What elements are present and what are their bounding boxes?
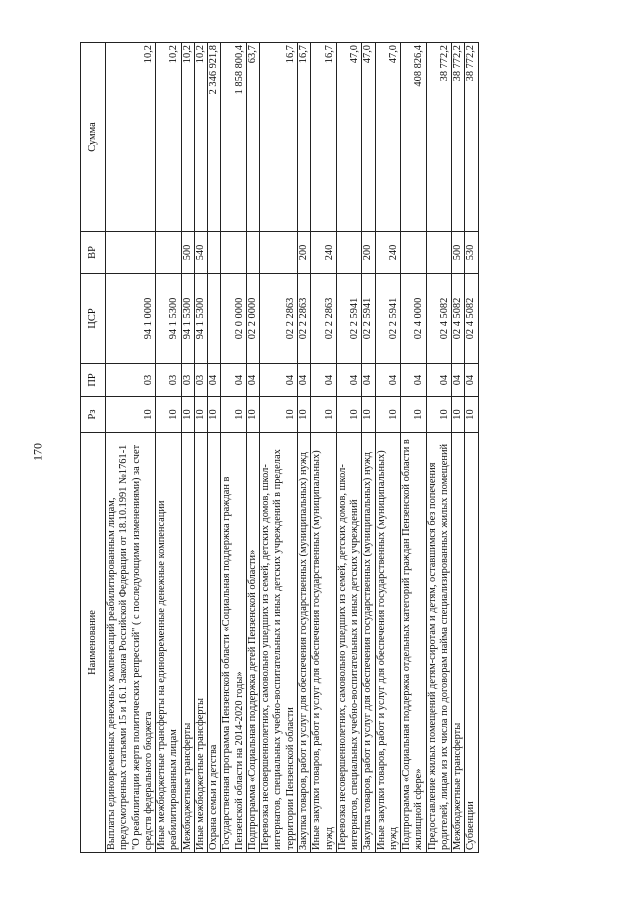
cell-rz: 10 — [375, 397, 401, 433]
table-row — [426, 43, 452, 853]
cell-sum: 47,0 — [362, 43, 375, 232]
cell-pr: 04 — [221, 364, 247, 397]
cell-csr — [208, 274, 221, 364]
cell-rz: 10 — [336, 397, 362, 433]
cell-rz: 10 — [106, 397, 156, 433]
cell-pr: 04 — [401, 364, 427, 397]
cell-sum: 408 826,4 — [401, 43, 427, 232]
cell-pr: 04 — [465, 364, 478, 397]
cell-name: Перевозка несовершеннолетних, самовольно ушедших из семей, детских домов, школ-интернатов, специальных учебно-воспитательных и иных детских учреждений — [336, 433, 362, 853]
cell-csr: 02 4 5082 — [426, 274, 452, 364]
cell-name: Субвенции — [465, 433, 478, 853]
header-sum: Сумма — [81, 43, 106, 232]
cell-vr — [106, 232, 156, 274]
cell-rz: 10 — [297, 397, 310, 433]
cell-vr — [260, 232, 298, 274]
cell-csr: 02 0 0000 — [221, 274, 247, 364]
cell-pr: 04 — [336, 364, 362, 397]
cell-name: Иные закупки товаров, работ и услуг для обеспечения государственных (муниципальных) нужд — [311, 433, 337, 853]
cell-vr: 500 — [181, 232, 194, 274]
table-row — [106, 43, 156, 853]
cell-pr: 04 — [311, 364, 337, 397]
cell-sum: 10,2 — [194, 43, 207, 232]
cell-csr: 02 4 5082 — [465, 274, 478, 364]
cell-csr: 02 2 2863 — [260, 274, 298, 364]
table-row — [194, 43, 207, 853]
cell-name: Иные межбюджетные трансферты — [194, 433, 207, 853]
header-vr: ВР — [81, 232, 106, 274]
cell-sum: 16,7 — [260, 43, 298, 232]
cell-pr: 04 — [452, 364, 465, 397]
cell-pr: 04 — [426, 364, 452, 397]
cell-vr: 240 — [311, 232, 337, 274]
table-row — [465, 43, 478, 853]
cell-rz: 10 — [156, 397, 182, 433]
cell-vr — [426, 232, 452, 274]
cell-pr: 03 — [194, 364, 207, 397]
cell-vr: 200 — [297, 232, 310, 274]
cell-rz: 10 — [452, 397, 465, 433]
table-row — [375, 43, 401, 853]
cell-sum: 10,2 — [156, 43, 182, 232]
cell-sum: 38 772,2 — [465, 43, 478, 232]
table-row — [260, 43, 298, 853]
table-row — [246, 43, 259, 853]
cell-csr: 94 1 5300 — [156, 274, 182, 364]
cell-sum: 47,0 — [336, 43, 362, 232]
table-row — [221, 43, 247, 853]
header-row — [81, 43, 106, 853]
cell-sum: 38 772,2 — [426, 43, 452, 232]
table-row — [401, 43, 427, 853]
cell-rz: 10 — [362, 397, 375, 433]
cell-vr — [336, 232, 362, 274]
cell-vr: 530 — [465, 232, 478, 274]
cell-rz: 10 — [181, 397, 194, 433]
table-row — [181, 43, 194, 853]
cell-name: Перевозка несовершеннолетних, самовольно ушедших из семей, детских домов, школ-интернатов, специальных учебно-воспитательных и иных детских учреждений в пределах территории Пензенской области — [260, 433, 298, 853]
cell-pr: 04 — [208, 364, 221, 397]
cell-pr: 04 — [297, 364, 310, 397]
cell-name: Иные межбюджетные трансферты на единовременные денежные компенсации реабилитированным лицам — [156, 433, 182, 853]
cell-sum: 10,2 — [181, 43, 194, 232]
cell-sum: 16,7 — [311, 43, 337, 232]
cell-csr: 94 1 5300 — [181, 274, 194, 364]
cell-name: Иные закупки товаров, работ и услуг для обеспечения государственных (муниципальных) нужд — [375, 433, 401, 853]
cell-vr — [156, 232, 182, 274]
cell-name: Межбюджетные трансферты — [452, 433, 465, 853]
cell-rz: 10 — [311, 397, 337, 433]
cell-pr: 03 — [106, 364, 156, 397]
cell-vr — [208, 232, 221, 274]
cell-vr — [246, 232, 259, 274]
header-csr: ЦСР — [81, 274, 106, 364]
cell-sum: 16,7 — [297, 43, 310, 232]
cell-rz: 10 — [208, 397, 221, 433]
cell-csr: 02 2 2863 — [297, 274, 310, 364]
cell-vr: 240 — [375, 232, 401, 274]
cell-name: Межбюджетные трансферты — [181, 433, 194, 853]
cell-csr: 02 2 5941 — [362, 274, 375, 364]
cell-sum: 47,0 — [375, 43, 401, 232]
table-row — [297, 43, 310, 853]
rotated-table-container — [80, 43, 550, 853]
budget-table — [80, 42, 479, 853]
cell-rz: 10 — [465, 397, 478, 433]
cell-sum: 2 346 921,8 — [208, 43, 221, 232]
header-pr: ПР — [81, 364, 106, 397]
cell-name: Подпрограмма «Социальная поддержка отдельных категорий граждан Пензенской области в жилищной сфере» — [401, 433, 427, 853]
cell-sum: 10,2 — [106, 43, 156, 232]
table-row — [156, 43, 182, 853]
cell-rz: 10 — [221, 397, 247, 433]
cell-name: Предоставление жилых помещений детям-сиротам и детям, оставшимся без попечения родителей, лицам из их числа по договорам найма специализированных жилых помещений — [426, 433, 452, 853]
cell-pr: 04 — [362, 364, 375, 397]
cell-csr: 94 1 5300 — [194, 274, 207, 364]
table-row — [208, 43, 221, 853]
header-name: Наименование — [81, 433, 106, 853]
cell-pr: 03 — [156, 364, 182, 397]
cell-sum: 38 772,2 — [452, 43, 465, 232]
cell-csr: 02 2 2863 — [311, 274, 337, 364]
cell-name: Охрана семьи и детства — [208, 433, 221, 853]
cell-csr: 02 4 5082 — [452, 274, 465, 364]
cell-rz: 10 — [401, 397, 427, 433]
cell-pr: 04 — [375, 364, 401, 397]
cell-pr: 03 — [181, 364, 194, 397]
table-row — [452, 43, 465, 853]
cell-csr: 02 2 0000 — [246, 274, 259, 364]
cell-vr — [221, 232, 247, 274]
cell-rz: 10 — [194, 397, 207, 433]
cell-name: Государственная программа Пензенской области «Социальная поддержка граждан в Пензенской области на 2014-2020 годы» — [221, 433, 247, 853]
cell-rz: 10 — [426, 397, 452, 433]
table-row — [311, 43, 337, 853]
table-row — [336, 43, 362, 853]
cell-vr — [401, 232, 427, 274]
cell-csr: 02 2 5941 — [336, 274, 362, 364]
table-row — [362, 43, 375, 853]
cell-rz: 10 — [246, 397, 259, 433]
page-number: 170 — [30, 443, 45, 461]
cell-vr: 200 — [362, 232, 375, 274]
cell-sum: 63,7 — [246, 43, 259, 232]
cell-rz: 10 — [260, 397, 298, 433]
cell-csr: 02 2 5941 — [375, 274, 401, 364]
cell-pr: 04 — [260, 364, 298, 397]
cell-sum: 1 858 800,4 — [221, 43, 247, 232]
cell-name: Закупка товаров, работ и услуг для обеспечения государственных (муниципальных) нужд — [297, 433, 310, 853]
cell-vr: 540 — [194, 232, 207, 274]
cell-name: Закупка товаров, работ и услуг для обеспечения государственных (муниципальных) нужд — [362, 433, 375, 853]
cell-name: Подпрограмма «Социальная поддержка детей Пензенской области» — [246, 433, 259, 853]
cell-name: Выплаты единовременных денежных компенсаций реабилитированным лицам, предусмотренных статьями 15 и 16.1 Закона Российской Федерации от 18.10.1991 №1761-1 "О реабилитации жертв политических репрессий" ( с последующими изменениями) за счет средств федерального бюджета — [106, 433, 156, 853]
cell-pr: 04 — [246, 364, 259, 397]
cell-vr: 500 — [452, 232, 465, 274]
header-rz: Рз — [81, 397, 106, 433]
cell-csr: 02 4 0000 — [401, 274, 427, 364]
cell-csr: 94 1 0000 — [106, 274, 156, 364]
